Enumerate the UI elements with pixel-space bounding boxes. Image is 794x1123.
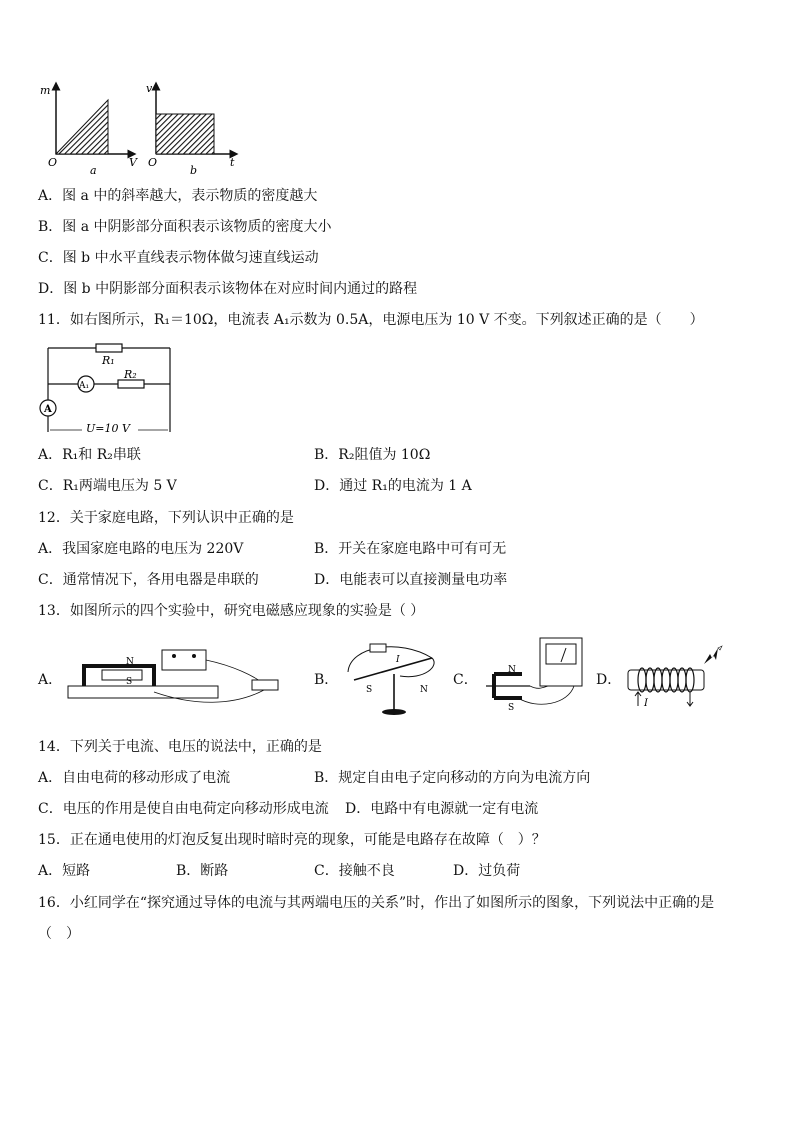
q13-option-b-label: B． [314,672,339,688]
circuit-r1-label: R₁ [102,354,115,367]
fig-a-n-label: N [126,657,134,667]
q11-option-a: A．R₁和 R₂串联 [38,447,141,463]
fig-b-s-label: S [366,685,373,695]
q12-option-b: B．开关在家庭电路中可有可无 [314,541,507,557]
q15-stem: 15．正在通电使用的灯泡反复出现时暗时亮的现象，可能是电路存在故障（ ）？ [38,832,546,848]
q15-option-d: D．过负荷 [453,863,521,879]
graph-a-ylabel: m [40,84,51,97]
circuit-a1-label: A₁ [79,381,90,391]
q11-option-d: D．通过 R₁的电流为 1 A [314,478,472,494]
graph-b-xlabel: t [230,156,235,169]
fig-c-n-label: N [508,665,516,675]
q14-stem: 14．下列关于电流、电压的说法中，正确的是 [38,739,322,755]
q13-figure-c [478,634,588,716]
graph-a [40,84,138,177]
q13-option-c-label: C． [453,672,478,688]
q11-stem: 11．如右图所示，R₁＝10Ω，电流表 A₁示数为 0.5A，电源电压为 10 V 不变。下列叙述正确的是（ ） [38,312,704,328]
figure-a-b [36,80,246,178]
q13-option-d-label: D． [596,672,622,688]
graph-a-origin: O [48,156,58,169]
q12-option-c: C．通常情况下，各用电器是串联的 [38,572,259,588]
q10-option-c: C．图 b 中水平直线表示物体做匀速直线运动 [38,250,319,266]
q13-figure-d [620,640,730,716]
q13-figure-b [340,636,446,720]
q13-option-a-label: A． [38,672,63,688]
q10-option-d: D．图 b 中阴影部分面积表示该物体在对应时间内通过的路程 [38,281,418,297]
q14-option-d: D．电路中有电源就一定有电流 [345,801,539,817]
q12-option-a: A．我国家庭电路的电压为 220V [38,541,244,557]
fig-a-s-label: S [126,677,133,687]
q16-stem: 16．小红同学在“探究通过导体的电流与其两端电压的关系”时，作出了如图所示的图象，下列说法中正确的是 [38,895,715,911]
q14-option-b: B．规定自由电子定向移动的方向为电流方向 [314,770,591,786]
fig-d-i-label: I [644,698,648,709]
circuit-a-label: A [44,404,52,415]
q15-option-c: C．接触不良 [314,863,395,879]
q11-option-b: B．R₂阻值为 10Ω [314,447,431,463]
q15-option-b: B．断路 [176,863,229,879]
q14-option-a: A．自由电荷的移动形成了电流 [38,770,231,786]
q11-option-c: C．R₁两端电压为 5 V [38,478,177,494]
circuit-r2-label: R₂ [124,368,137,381]
q12-stem: 12．关于家庭电路，下列认识中正确的是 [38,510,294,526]
q13-figure-a [64,636,298,716]
circuit-u-label: U=10 V [86,422,130,435]
graph-a-xlabel: V [129,156,137,169]
q13-stem: 13．如图所示的四个实验中，研究电磁感应现象的实验是（ ） [38,603,425,619]
q12-option-d: D．电能表可以直接测量电功率 [314,572,508,588]
q10-option-a: A．图 a 中的斜率越大，表示物质的密度越大 [38,188,318,204]
graph-b-ylabel: v [146,82,153,95]
q11-circuit [36,338,178,436]
graph-a-caption: a [90,164,97,177]
q10-option-b: B．图 a 中阴影部分面积表示该物质的密度大小 [38,219,332,235]
graph-b-origin: O [148,156,158,169]
graph-b [146,82,235,177]
graph-b-caption: b [190,164,198,177]
q16-paren: （ ） [38,926,80,942]
q15-option-a: A．短路 [38,863,91,879]
fig-c-s-label: S [508,703,515,713]
fig-b-i-label: I [396,655,400,665]
q14-option-c: C．电压的作用是使自由电荷定向移动形成电流 [38,801,329,817]
fig-b-n-label: N [420,685,428,695]
